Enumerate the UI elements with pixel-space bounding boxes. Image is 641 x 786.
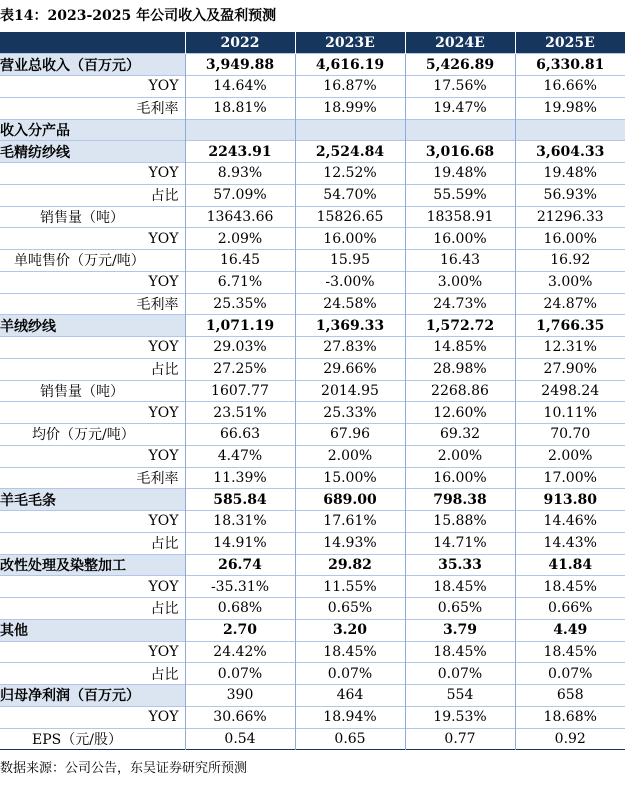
- row-label: 占比: [0, 358, 185, 380]
- row-label: YOY: [0, 641, 185, 663]
- cell-value: 0.68%: [185, 598, 295, 620]
- cell-value: 16.92: [515, 250, 625, 272]
- cell-value: 17.00%: [515, 467, 625, 489]
- table-row: [0, 54, 625, 76]
- row-label: 羊毛毛条: [0, 489, 185, 511]
- table-row: [0, 728, 625, 750]
- cell-value: 0.07%: [185, 663, 295, 685]
- cell-value: 25.35%: [185, 293, 295, 315]
- cell-value: 16.00%: [515, 228, 625, 250]
- cell-value: [515, 119, 625, 141]
- cell-value: 14.46%: [515, 511, 625, 533]
- row-label: YOY: [0, 511, 185, 533]
- cell-value: 15.00%: [295, 467, 405, 489]
- row-label: YOY: [0, 402, 185, 424]
- cell-value: 18.45%: [515, 576, 625, 598]
- cell-value: 3.00%: [405, 271, 515, 293]
- row-label: 其他: [0, 619, 185, 641]
- cell-value: 3,016.68: [405, 141, 515, 163]
- cell-value: 0.07%: [405, 663, 515, 685]
- cell-value: 2268.86: [405, 380, 515, 402]
- table-row: [0, 511, 625, 533]
- row-label: 占比: [0, 598, 185, 620]
- row-label: 羊绒纱线: [0, 315, 185, 337]
- cell-value: 658: [515, 685, 625, 707]
- cell-value: 29.82: [295, 554, 405, 576]
- cell-value: 15826.65: [295, 206, 405, 228]
- row-label: YOY: [0, 445, 185, 467]
- cell-value: 29.66%: [295, 358, 405, 380]
- cell-value: 2.70: [185, 619, 295, 641]
- row-label: 收入分产品: [0, 119, 185, 141]
- cell-value: 16.87%: [295, 76, 405, 98]
- cell-value: 56.93%: [515, 184, 625, 206]
- row-label: 毛利率: [0, 293, 185, 315]
- cell-value: 0.07%: [295, 663, 405, 685]
- table-row: [0, 163, 625, 185]
- cell-value: 11.39%: [185, 467, 295, 489]
- table-row: [0, 663, 625, 685]
- cell-value: 464: [295, 685, 405, 707]
- row-label: EPS（元/股）: [0, 728, 185, 750]
- cell-value: 24.58%: [295, 293, 405, 315]
- forecast-table: [0, 32, 626, 750]
- cell-value: 15.95: [295, 250, 405, 272]
- table-row: [0, 228, 625, 250]
- cell-value: 30.66%: [185, 706, 295, 728]
- table-row: [0, 97, 625, 119]
- cell-value: 28.98%: [405, 358, 515, 380]
- cell-value: 16.43: [405, 250, 515, 272]
- table-row: [0, 119, 625, 141]
- row-label: 归母净利润（百万元）: [0, 685, 185, 707]
- table-row: [0, 467, 625, 489]
- header-corner: [0, 32, 185, 54]
- table-row: [0, 141, 625, 163]
- header-row: [0, 32, 625, 54]
- cell-value: 1,766.35: [515, 315, 625, 337]
- cell-value: 16.00%: [405, 467, 515, 489]
- cell-value: 16.00%: [405, 228, 515, 250]
- table-row: [0, 358, 625, 380]
- cell-value: 21296.33: [515, 206, 625, 228]
- cell-value: 2.00%: [405, 445, 515, 467]
- row-label: YOY: [0, 163, 185, 185]
- cell-value: 16.00%: [295, 228, 405, 250]
- table-row: [0, 445, 625, 467]
- cell-value: 6.71%: [185, 271, 295, 293]
- row-label: 占比: [0, 184, 185, 206]
- table-row: [0, 489, 625, 511]
- cell-value: 67.96: [295, 424, 405, 446]
- row-label: YOY: [0, 271, 185, 293]
- row-label: 毛精纺纱线: [0, 141, 185, 163]
- cell-value: 8.93%: [185, 163, 295, 185]
- cell-value: 19.98%: [515, 97, 625, 119]
- cell-value: 6,330.81: [515, 54, 625, 76]
- cell-value: 10.11%: [515, 402, 625, 424]
- table-row: [0, 402, 625, 424]
- cell-value: 5,426.89: [405, 54, 515, 76]
- cell-value: 0.65%: [405, 598, 515, 620]
- header-year: 2022: [185, 32, 295, 54]
- header-year: 2023E: [295, 32, 405, 54]
- table-row: [0, 184, 625, 206]
- row-label: 销售量（吨）: [0, 206, 185, 228]
- cell-value: 913.80: [515, 489, 625, 511]
- table-row: [0, 315, 625, 337]
- cell-value: 14.93%: [295, 532, 405, 554]
- cell-value: 18.45%: [295, 641, 405, 663]
- cell-value: 70.70: [515, 424, 625, 446]
- cell-value: 18.81%: [185, 97, 295, 119]
- cell-value: 798.38: [405, 489, 515, 511]
- cell-value: 19.48%: [515, 163, 625, 185]
- cell-value: 12.31%: [515, 337, 625, 359]
- row-label: 单吨售价（万元/吨）: [0, 250, 185, 272]
- source-note: 数据来源：公司公告，东吴证券研究所预测: [0, 761, 248, 776]
- cell-value: 18.31%: [185, 511, 295, 533]
- cell-value: 0.66%: [515, 598, 625, 620]
- cell-value: 66.63: [185, 424, 295, 446]
- cell-value: 57.09%: [185, 184, 295, 206]
- cell-value: 4.49: [515, 619, 625, 641]
- cell-value: 1,369.33: [295, 315, 405, 337]
- cell-value: 24.42%: [185, 641, 295, 663]
- cell-value: 0.92: [515, 728, 625, 750]
- cell-value: 3.20: [295, 619, 405, 641]
- table-row: [0, 271, 625, 293]
- cell-value: 18358.91: [405, 206, 515, 228]
- table-row: [0, 206, 625, 228]
- table-row: [0, 250, 625, 272]
- cell-value: 14.71%: [405, 532, 515, 554]
- cell-value: 27.83%: [295, 337, 405, 359]
- cell-value: 17.56%: [405, 76, 515, 98]
- cell-value: 554: [405, 685, 515, 707]
- cell-value: 19.47%: [405, 97, 515, 119]
- cell-value: 2,524.84: [295, 141, 405, 163]
- cell-value: 12.60%: [405, 402, 515, 424]
- cell-value: 2.00%: [515, 445, 625, 467]
- table-row: [0, 554, 625, 576]
- cell-value: 18.99%: [295, 97, 405, 119]
- row-label: 营业总收入（百万元）: [0, 54, 185, 76]
- cell-value: 69.32: [405, 424, 515, 446]
- header-year: 2024E: [405, 32, 515, 54]
- cell-value: 3,949.88: [185, 54, 295, 76]
- cell-value: 18.68%: [515, 706, 625, 728]
- table-row: [0, 76, 625, 98]
- cell-value: 2243.91: [185, 141, 295, 163]
- cell-value: 1,071.19: [185, 315, 295, 337]
- cell-value: -3.00%: [295, 271, 405, 293]
- cell-value: 14.43%: [515, 532, 625, 554]
- cell-value: 585.84: [185, 489, 295, 511]
- table-title: 表14：2023-2025 年公司收入及盈利预测: [0, 8, 277, 24]
- cell-value: 23.51%: [185, 402, 295, 424]
- row-label: 占比: [0, 532, 185, 554]
- cell-value: 16.66%: [515, 76, 625, 98]
- cell-value: 27.90%: [515, 358, 625, 380]
- cell-value: 1607.77: [185, 380, 295, 402]
- cell-value: 12.52%: [295, 163, 405, 185]
- cell-value: [405, 119, 515, 141]
- table-row: [0, 619, 625, 641]
- row-label: 销售量（吨）: [0, 380, 185, 402]
- row-label: YOY: [0, 706, 185, 728]
- row-label: 毛利率: [0, 467, 185, 489]
- table-row: [0, 641, 625, 663]
- cell-value: 0.65: [295, 728, 405, 750]
- cell-value: [295, 119, 405, 141]
- cell-value: 0.77: [405, 728, 515, 750]
- table-row: [0, 424, 625, 446]
- cell-value: 0.54: [185, 728, 295, 750]
- table-row: [0, 685, 625, 707]
- row-label: YOY: [0, 576, 185, 598]
- cell-value: 24.73%: [405, 293, 515, 315]
- table-row: [0, 337, 625, 359]
- cell-value: 18.45%: [405, 641, 515, 663]
- row-label: YOY: [0, 76, 185, 98]
- cell-value: 55.59%: [405, 184, 515, 206]
- cell-value: 18.45%: [515, 641, 625, 663]
- cell-value: -35.31%: [185, 576, 295, 598]
- cell-value: 41.84: [515, 554, 625, 576]
- row-label: 占比: [0, 663, 185, 685]
- cell-value: 15.88%: [405, 511, 515, 533]
- cell-value: 18.45%: [405, 576, 515, 598]
- row-label: 改性处理及染整加工: [0, 554, 185, 576]
- cell-value: 3,604.33: [515, 141, 625, 163]
- cell-value: 3.79: [405, 619, 515, 641]
- cell-value: 2498.24: [515, 380, 625, 402]
- cell-value: 14.64%: [185, 76, 295, 98]
- cell-value: 24.87%: [515, 293, 625, 315]
- cell-value: [185, 119, 295, 141]
- cell-value: 689.00: [295, 489, 405, 511]
- header-year: 2025E: [515, 32, 625, 54]
- cell-value: 390: [185, 685, 295, 707]
- table-row: [0, 380, 625, 402]
- cell-value: 13643.66: [185, 206, 295, 228]
- table-row: [0, 532, 625, 554]
- table-row: [0, 576, 625, 598]
- cell-value: 3.00%: [515, 271, 625, 293]
- cell-value: 17.61%: [295, 511, 405, 533]
- cell-value: 4,616.19: [295, 54, 405, 76]
- cell-value: 18.94%: [295, 706, 405, 728]
- row-label: 毛利率: [0, 97, 185, 119]
- cell-value: 14.85%: [405, 337, 515, 359]
- cell-value: 54.70%: [295, 184, 405, 206]
- cell-value: 25.33%: [295, 402, 405, 424]
- cell-value: 1,572.72: [405, 315, 515, 337]
- row-label: YOY: [0, 228, 185, 250]
- row-label: 均价（万元/吨）: [0, 424, 185, 446]
- cell-value: 14.91%: [185, 532, 295, 554]
- table-row: [0, 706, 625, 728]
- cell-value: 2.09%: [185, 228, 295, 250]
- table-row: [0, 293, 625, 315]
- cell-value: 19.48%: [405, 163, 515, 185]
- cell-value: 27.25%: [185, 358, 295, 380]
- row-label: YOY: [0, 337, 185, 359]
- cell-value: 29.03%: [185, 337, 295, 359]
- cell-value: 26.74: [185, 554, 295, 576]
- cell-value: 11.55%: [295, 576, 405, 598]
- cell-value: 4.47%: [185, 445, 295, 467]
- table-row: [0, 598, 625, 620]
- cell-value: 35.33: [405, 554, 515, 576]
- cell-value: 2014.95: [295, 380, 405, 402]
- cell-value: 19.53%: [405, 706, 515, 728]
- table-body: [0, 54, 625, 750]
- cell-value: 2.00%: [295, 445, 405, 467]
- cell-value: 16.45: [185, 250, 295, 272]
- cell-value: 0.65%: [295, 598, 405, 620]
- cell-value: 0.07%: [515, 663, 625, 685]
